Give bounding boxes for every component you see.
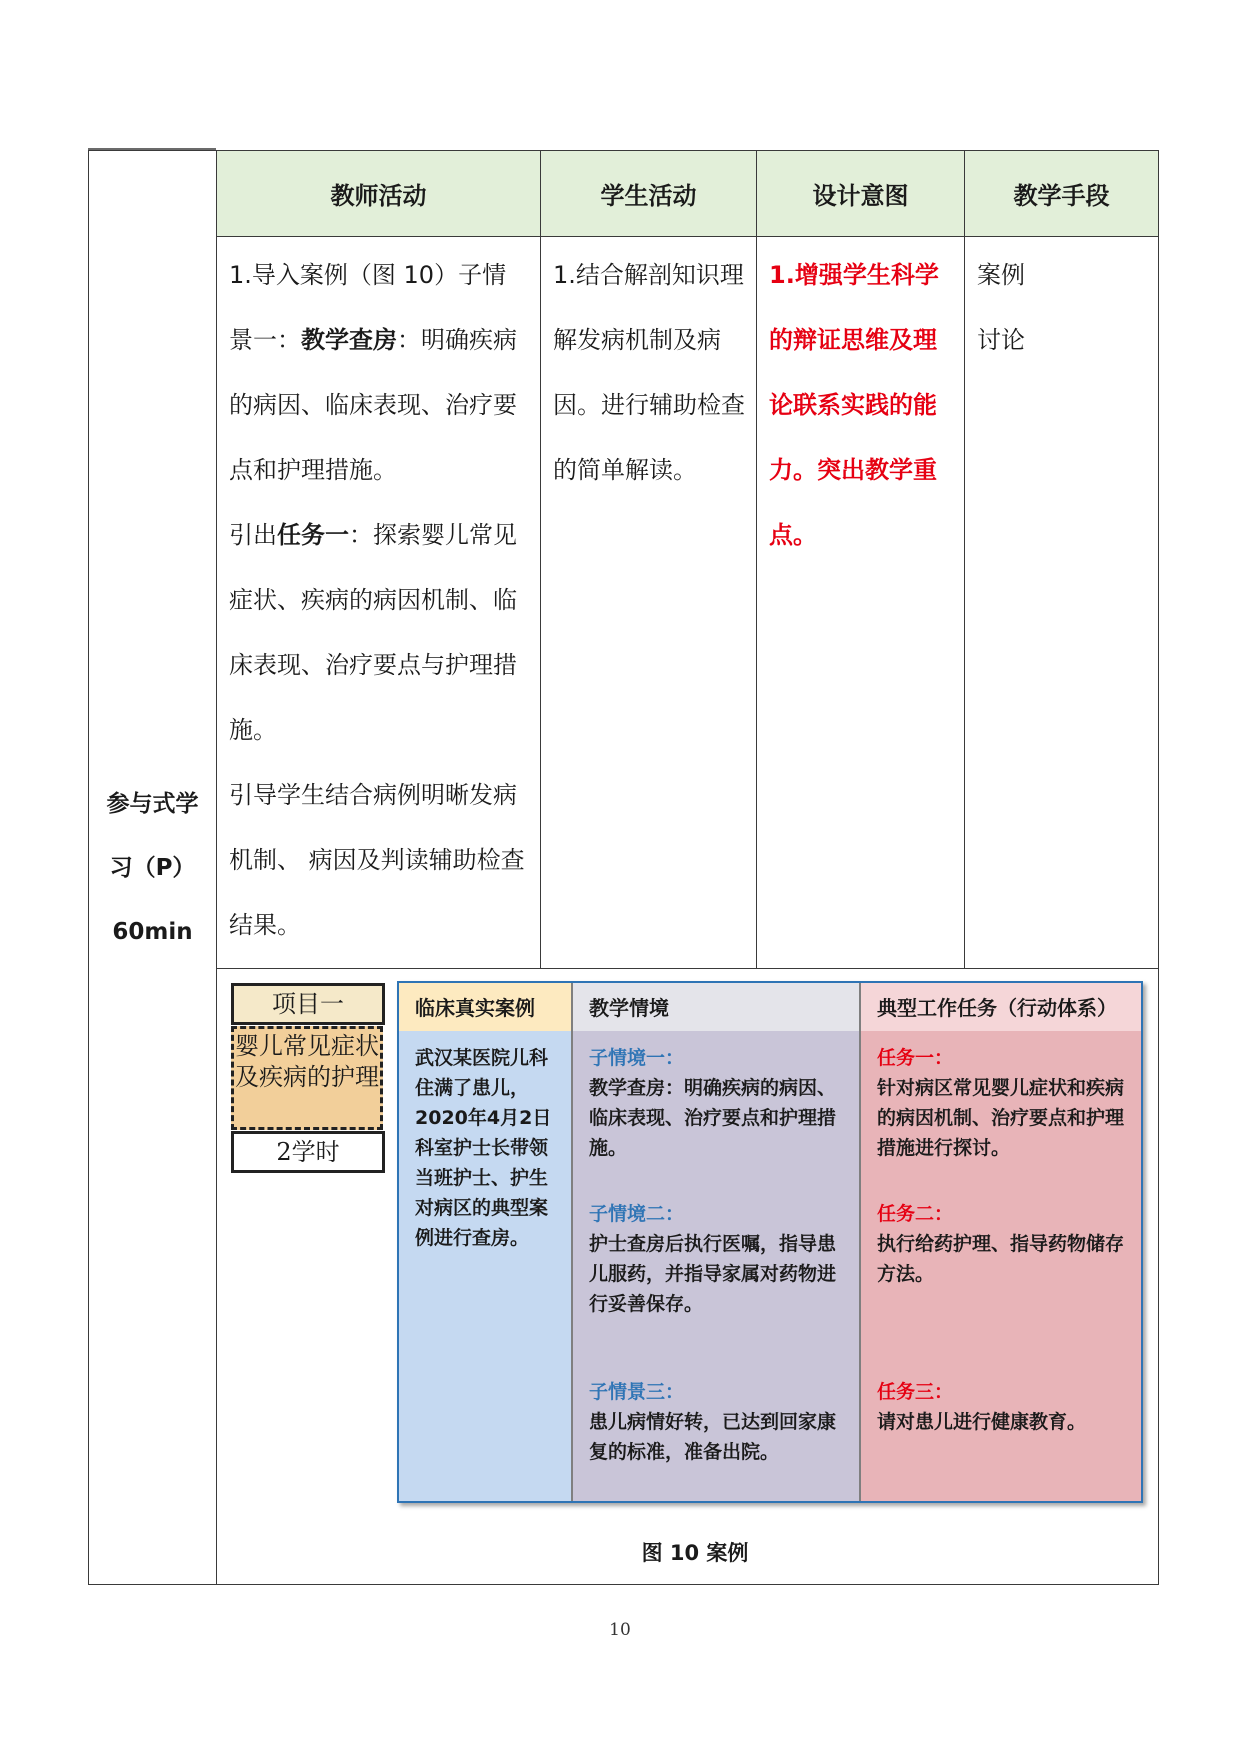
task-1-title: 任务一：	[877, 1047, 954, 1069]
clinical-case-column	[399, 983, 573, 1501]
work-task-header: 典型工作任务（行动体系）	[861, 983, 1141, 1031]
student-activity-cell: 1.结合解剖知识理解发病机制及病因。进行辅助检查的简单解读。	[541, 237, 757, 969]
header-student-activity: 学生活动	[541, 151, 757, 237]
teacher-para-2: 引出任务一：探索婴儿常见症状、疾病的病因机制、临床表现、治疗要点与护理措施。	[229, 521, 517, 744]
scenario-3-text: 患儿病情好转，已达到回家康复的标准，准备出院。	[589, 1411, 837, 1463]
stage-duration: 60min	[112, 918, 193, 945]
scenario-3-title: 子情景三：	[589, 1381, 685, 1403]
scenario-2-title: 子情境二：	[589, 1203, 685, 1225]
teacher-para-3: 引导学生结合病例明晰发病机制、 病因及判读辅助检查结果。	[229, 781, 525, 939]
stage-line1: 参与式学	[106, 790, 199, 817]
teaching-means-cell	[965, 237, 1159, 969]
teaching-rounds-term: 教学查房	[301, 326, 397, 354]
task-3-text: 请对患儿进行健康教育。	[877, 1411, 1087, 1433]
task-2-title: 任务二：	[877, 1203, 954, 1225]
work-task-column	[861, 983, 1141, 1501]
scenario-2-text: 护士查房后执行医嘱，指导患儿服药，并指导家属对药物进行妥善保存。	[589, 1233, 837, 1315]
clinical-case-header: 临床真实案例	[399, 983, 571, 1031]
header-teaching-means: 教学手段	[965, 151, 1159, 237]
teaching-scenario-header: 教学情境	[573, 983, 859, 1031]
stage-cell	[89, 151, 217, 1585]
scenario-1-text: 教学查房：明确疾病的病因、临床表现、治疗要点和护理措施。	[589, 1077, 837, 1159]
header-design-intent: 设计意图	[757, 151, 965, 237]
project-hours-box: 2学时	[231, 1131, 385, 1173]
stage-line2: 习（P）	[109, 854, 196, 881]
figure-caption: 图 10 案例	[641, 1541, 749, 1565]
scenario-1-title: 子情境一：	[589, 1047, 685, 1069]
task-3-title: 任务三：	[877, 1381, 954, 1403]
design-intent-cell: 1.增强学生科学的辩证思维及理论联系实践的能力。突出教学重点。	[757, 237, 965, 969]
teaching-scenario-column	[573, 983, 861, 1501]
header-teacher-activity: 教师活动	[217, 151, 541, 237]
means-discussion: 讨论	[977, 326, 1025, 354]
case-diagram	[397, 981, 1143, 1503]
teacher-para-1: 1.导入案例（图 10）子情景一：教学查房：明确疾病的病因、临床表现、治疗要点和护理措施。	[229, 261, 517, 484]
task-one-term: 任务一	[277, 521, 349, 549]
figure-cell	[217, 969, 1159, 1585]
page-number: 10	[609, 1620, 631, 1640]
means-case: 案例	[977, 261, 1025, 289]
teacher-activity-cell	[217, 237, 541, 969]
task-2-text: 执行给药护理、指导药物储存方法。	[877, 1233, 1125, 1285]
project-name-box: 婴儿常见症状及疾病的护理	[231, 1026, 383, 1130]
task-1-text: 针对病区常见婴儿症状和疾病的病因机制、治疗要点和护理措施进行探讨。	[877, 1077, 1125, 1159]
lesson-plan-table	[88, 150, 1159, 1585]
figure-10	[217, 969, 1173, 1584]
clinical-case-text: 武汉某医院儿科住满了患儿，2020年4月2日科室护士长带领当班护士、护生对病区的典型案例进行查房。	[415, 1047, 552, 1249]
project-title-box: 项目一	[231, 983, 385, 1025]
